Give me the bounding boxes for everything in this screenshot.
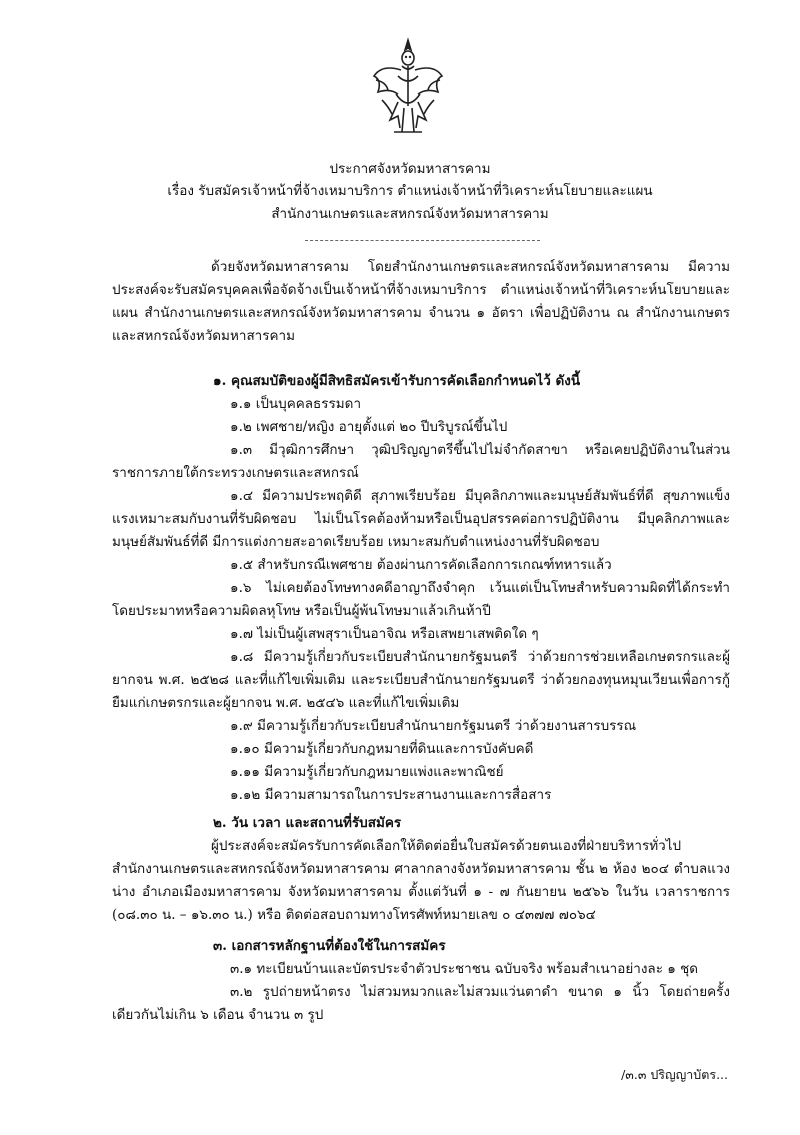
list-item: ๓.๑ ทะเบียนบ้านและบัตรประจำตัวประชาชน ฉบับจริง พร้อมสำเนาอย่างละ ๑ ชุด (230, 961, 699, 977)
list-item: ๑.๑ เป็นบุคคลธรรมดา (230, 396, 362, 412)
list-item: ๑.๒ เพศชาย/หญิง อายุตั้งแต่ ๒๐ ปีบริบูรณ์ขึ้นไป (230, 419, 508, 435)
list-item: ๑.๑๐ มีความรู้เกี่ยวกับกฎหมายที่ดินและการบังคับคดี (230, 741, 534, 757)
header-divider (305, 240, 540, 241)
list-item: ๑.๗ ไม่เป็นผู้เสพสุราเป็นอาจิณ หรือเสพยาเสพติดใด ๆ (230, 626, 539, 642)
list-item: ๑.๖ ไม่เคยต้องโทษทางคดีอาญาถึงจำคุก เว้นแต่เป็นโทษสำหรับความผิดที่ได้กระทำโดยประมาทหรือความผิดลหุโทษ หรือเป็นผู้พ้นโทษมาแล้วเกินห้าปี (112, 580, 730, 619)
list-item: ๑.๑๒ มีความสามารถในการประสานงานและการสื่อสาร (230, 787, 552, 803)
list-item: ๑.๑๑ มีความรู้เกี่ยวกับกฎหมายแพ่งและพาณิชย์ (230, 764, 504, 780)
list-item: ๑.๙ มีความรู้เกี่ยวกับระเบียบสำนักนายกรัฐมนตรี ว่าด้วยงานสารบรรณ (230, 718, 637, 734)
list-item: ๑.๓ มีวุฒิการศึกษา วุฒิปริญญาตรีขึ้นไปไม่จำกัดสาขา หรือเคยปฏิบัติงานในส่วนราชการภายใต้กระทรวงเกษตรและสหกรณ์ (112, 442, 730, 481)
intro-paragraph: ด้วยจังหวัดมหาสารคาม โดยสำนักงานเกษตรและสหกรณ์จังหวัดมหาสารคาม มีความประสงค์จะรับสมัครบุคคลเพื่อจัดจ้างเป็นเจ้าหน้าที่จ้างเหมาบริการ ตำแหน่งเจ้าหน้าที่วิเคราะห์นโยบายและแผน สำนักงานเกษตรและสหกรณ์จังหวัดมหาสารคาม จำนวน ๑ อัตรา เพื่อปฏิบัติงาน ณ สำนักงานเกษตรและสหกรณ์จังหวัดมหาสารคาม (112, 259, 730, 344)
subject-line: เรื่อง รับสมัครเจ้าหน้าที่จ้างเหมาบริการ ตำแหน่งเจ้าหน้าที่วิเคราะห์นโยบายและแผน (167, 183, 653, 199)
section-2-body: ผู้ประสงค์จะสมัครรับการคัดเลือกให้ติดต่อยื่นใบสมัครด้วยตนเองที่ฝ่ายบริหารทั่วไป สำนักงานเกษตรและสหกรณ์จังหวัดมหาสารคาม ศาลากลางจังหวัดมหาสารคาม ชั้น ๒ ห้อง ๒๐๔ ตำบลแวงน่าง อำเภอเมืองมหาสารคาม จังหวัดมหาสารคาม ตั้งแต่วันที่ ๑ - ๗ กันยายน ๒๕๖๖ ในวัน เวลาราชการ (๐๘.๓๐ น. – ๑๖.๓๐ น.) หรือ ติดต่อสอบถามทางโทรศัพท์หมายเลข ๐ ๔๓๗๗ ๗๐๖๔ (112, 838, 730, 923)
section-3-heading: ๓. เอกสารหลักฐานที่ต้องใช้ในการสมัคร (213, 938, 446, 954)
list-item: ๑.๕ สำหรับกรณีเพศชาย ต้องผ่านการคัดเลือกการเกณฑ์ทหารแล้ว (230, 557, 612, 573)
section-1-heading: ๑. คุณสมบัติของผู้มีสิทธิสมัครเข้ารับการคัดเลือกกำหนดไว้ ดังนี้ (213, 373, 581, 389)
section-2-heading: ๒. วัน เวลา และสถานที่รับสมัคร (213, 815, 402, 831)
organization-name: สำนักงานเกษตรและสหกรณ์จังหวัดมหาสารคาม (271, 206, 549, 222)
list-item: ๑.๘ มีความรู้เกี่ยวกับระเบียบสำนักนายกรัฐมนตรี ว่าด้วยการช่วยเหลือเกษตรกรและผู้ยากจน พ.ศ. ๒๕๒๘ และที่แก้ไขเพิ่มเติม และระเบียบสำนักนายกรัฐมนตรี ว่าด้วยกองทุนหมุนเวียนเพื่อการกู้ยืมแก่เกษตรกรและผู้ยากจน พ.ศ. ๒๕๔๖ และที่แก้ไขเพิ่มเติม (112, 649, 730, 711)
page-title: ประกาศจังหวัดมหาสารคาม (329, 161, 491, 177)
garuda-emblem-icon (368, 36, 448, 140)
list-item: ๑.๔ มีความประพฤติดี สุภาพเรียบร้อย มีบุคลิกภาพและมนุษย์สัมพันธ์ที่ดี สุขภาพแข็งแรงเหมาะสมกับงานที่รับผิดชอบ ไม่เป็นโรคต้องห้ามหรือเป็นอุปสรรคต่อการปฏิบัติงาน มีบุคลิกภาพและมนุษย์สัมพันธ์ที่ดี มีการแต่งกายสะอาดเรียบร้อย เหมาะสมกับตำแหน่งงานที่รับผิดชอบ (112, 488, 730, 550)
continuation-note: /๓.๓ ปริญญาบัตร... (621, 1067, 728, 1082)
list-item: ๓.๒ รูปถ่ายหน้าตรง ไม่สวมหมวกและไม่สวมแว่นตาดำ ขนาด ๑ นิ้ว โดยถ่ายครั้งเดียวกันไม่เกิน ๖ เดือน จำนวน ๓ รูป (112, 984, 730, 1023)
